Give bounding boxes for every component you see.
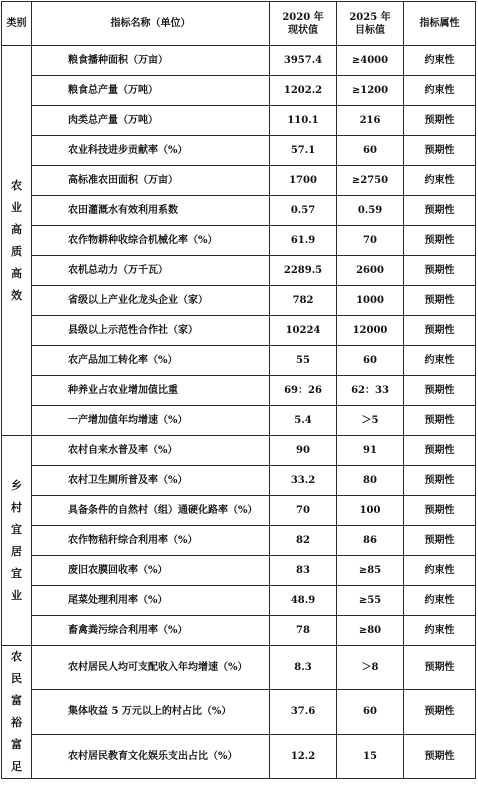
value-2020: 61.9 [270,226,337,256]
header-category: 类别 [2,2,32,46]
table-row [2,46,476,76]
table-row [2,406,476,436]
indicator-attribute: 约束性 [404,586,476,616]
indicator-attribute: 预期性 [404,286,476,316]
indicator-name: 农作物秸秆综合利用率（%） [32,526,270,556]
target-2025: 1000 [337,286,404,316]
table-row [2,226,476,256]
category-label: 乡村宜居宜业 [11,478,22,602]
table-row [2,586,476,616]
indicator-name: 一产增加值年均增速（%） [32,406,270,436]
indicator-attribute: 约束性 [404,76,476,106]
target-2025: 70 [337,226,404,256]
target-2025: 91 [337,436,404,466]
table-row [2,256,476,286]
target-2025: 216 [337,106,404,136]
table-row [2,690,476,734]
indicator-attribute: 约束性 [404,46,476,76]
indicator-attribute: 预期性 [404,526,476,556]
value-2020: 1202.2 [270,76,337,106]
value-2020: 48.9 [270,586,337,616]
category-cell-prosperity [2,646,32,779]
target-2025: 15 [337,734,404,778]
target-2025: 60 [337,346,404,376]
header-row [2,2,476,46]
indicator-attribute: 预期性 [404,226,476,256]
target-2025: ＞5 [337,406,404,436]
indicator-name: 县级以上示范性合作社（家） [32,316,270,346]
target-2025: 60 [337,690,404,734]
target-2025: ≥2750 [337,166,404,196]
value-2020: 10224 [270,316,337,346]
target-2025: ≥85 [337,556,404,586]
header-2025-line1: 2025 年 [349,11,391,23]
target-2025: 0.59 [337,196,404,226]
indicator-attribute: 预期性 [404,376,476,406]
value-2020: 33.2 [270,466,337,496]
table-row [2,734,476,778]
header-2025 [337,2,404,46]
value-2020: 5.4 [270,406,337,436]
value-2020: 782 [270,286,337,316]
indicator-name: 粮食播种面积（万亩） [32,46,270,76]
indicator-attribute: 预期性 [404,196,476,226]
target-2025: 80 [337,466,404,496]
table-row [2,556,476,586]
indicator-attribute: 约束性 [404,346,476,376]
indicator-name: 农作物耕种收综合机械化率（%） [32,226,270,256]
table-row [2,316,476,346]
target-2025: ≥4000 [337,46,404,76]
table-row [2,646,476,690]
value-2020: 90 [270,436,337,466]
indicator-name: 尾菜处理利用率（%） [32,586,270,616]
table-row [2,166,476,196]
header-attribute: 指标属性 [404,2,476,46]
indicator-attribute: 预期性 [404,136,476,166]
header-2020 [270,2,337,46]
table-row [2,286,476,316]
indicator-attribute: 约束性 [404,556,476,586]
indicator-name: 种养业占农业增加值比重 [32,376,270,406]
indicator-table-wrapper [1,1,476,779]
table-row [2,616,476,646]
value-2020: 110.1 [270,106,337,136]
indicator-name: 农村居民人均可支配收入年均增速（%） [32,646,270,690]
indicator-name: 农村居民教育文化娱乐支出占比（%） [32,734,270,778]
indicator-name: 农村卫生厕所普及率（%） [32,466,270,496]
target-2025: ≥1200 [337,76,404,106]
value-2020: 78 [270,616,337,646]
value-2020: 1700 [270,166,337,196]
table-body [2,46,476,779]
value-2020: 8.3 [270,646,337,690]
indicator-table [1,1,476,779]
table-row [2,106,476,136]
header-indicator: 指标名称（单位） [32,2,270,46]
indicator-attribute: 预期性 [404,256,476,286]
value-2020: 83 [270,556,337,586]
target-2025: 2600 [337,256,404,286]
value-2020: 70 [270,496,337,526]
value-2020: 55 [270,346,337,376]
indicator-name: 畜禽粪污综合利用率（%） [32,616,270,646]
value-2020: 82 [270,526,337,556]
indicator-attribute: 约束性 [404,166,476,196]
indicator-attribute: 预期性 [404,106,476,136]
category-cell-agriculture [2,46,32,436]
indicator-name: 废旧农膜回收率（%） [32,556,270,586]
indicator-name: 肉类总产量（万吨） [32,106,270,136]
value-2020: 37.6 [270,690,337,734]
indicator-name: 农产品加工转化率（%） [32,346,270,376]
table-row [2,376,476,406]
target-2025: 62：33 [337,376,404,406]
value-2020: 0.57 [270,196,337,226]
indicator-name: 农田灌溉水有效利用系数 [32,196,270,226]
indicator-attribute: 预期性 [404,406,476,436]
value-2020: 57.1 [270,136,337,166]
value-2020: 69：26 [270,376,337,406]
indicator-name: 集体收益 5 万元以上的村占比（%） [32,690,270,734]
indicator-attribute: 预期性 [404,646,476,690]
indicator-attribute: 预期性 [404,734,476,778]
indicator-attribute: 预期性 [404,466,476,496]
indicator-name: 农业科技进步贡献率（%） [32,136,270,166]
target-2025: ≥80 [337,616,404,646]
header-2025-line2: 目标值 [355,24,385,36]
table-row [2,346,476,376]
table-row [2,196,476,226]
target-2025: 100 [337,496,404,526]
value-2020: 12.2 [270,734,337,778]
header-2020-line2: 现状值 [288,24,318,36]
table-row [2,466,476,496]
indicator-name: 农机总动力（万千瓦） [32,256,270,286]
category-cell-livable [2,436,32,646]
table-row [2,496,476,526]
indicator-attribute: 约束性 [404,616,476,646]
category-label: 农业高质高效 [11,178,22,302]
category-label: 农民富裕富足 [11,650,22,773]
indicator-attribute: 预期性 [404,316,476,346]
target-2025: ＞8 [337,646,404,690]
target-2025: 12000 [337,316,404,346]
indicator-name: 具备条件的自然村（组）通硬化路率（%） [32,496,270,526]
indicator-attribute: 预期性 [404,496,476,526]
value-2020: 3957.4 [270,46,337,76]
header-2020-line1: 2020 年 [282,11,324,23]
table-row [2,136,476,166]
table-row [2,526,476,556]
indicator-name: 省级以上产业化龙头企业（家） [32,286,270,316]
indicator-name: 高标准农田面积（万亩） [32,166,270,196]
target-2025: 60 [337,136,404,166]
indicator-attribute: 预期性 [404,436,476,466]
indicator-name: 粮食总产量（万吨） [32,76,270,106]
indicator-attribute: 预期性 [404,690,476,734]
target-2025: 86 [337,526,404,556]
indicator-name: 农村自来水普及率（%） [32,436,270,466]
table-row [2,436,476,466]
value-2020: 2289.5 [270,256,337,286]
table-row [2,76,476,106]
target-2025: ≥55 [337,586,404,616]
